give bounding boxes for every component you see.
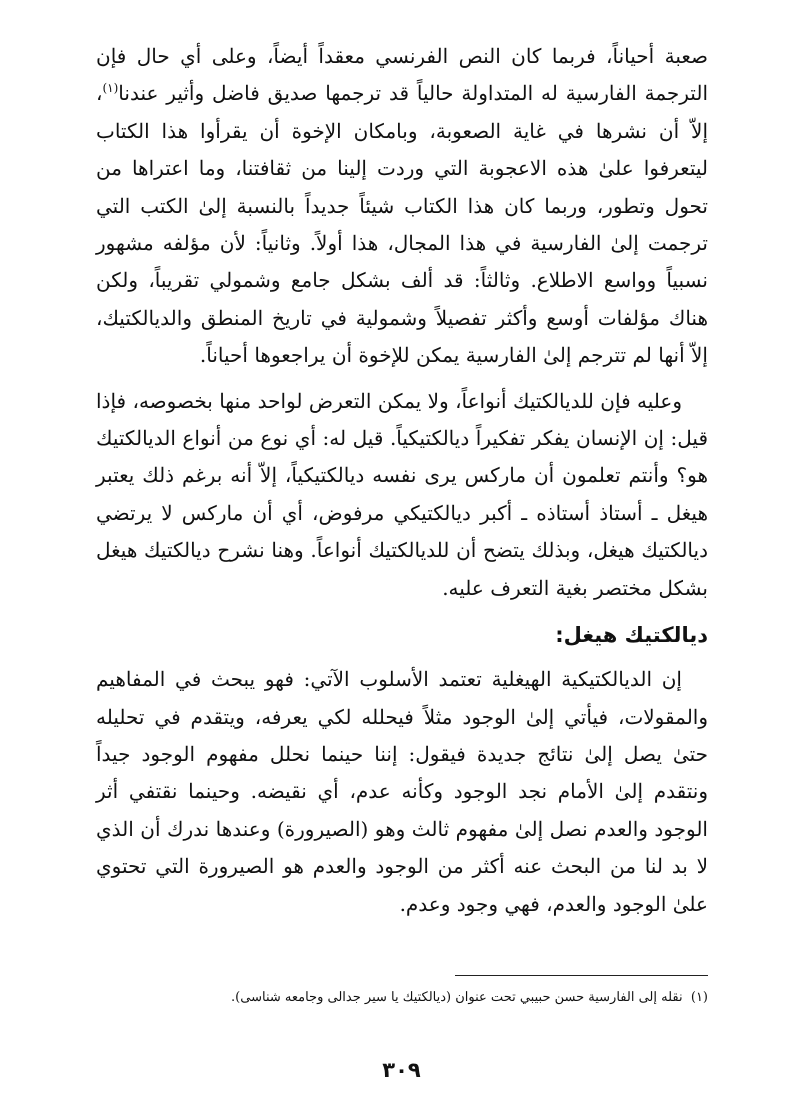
page-body bbox=[96, 38, 708, 923]
section-heading: ديالكتيك هيغل: bbox=[555, 623, 708, 648]
footnote-reference-mark: (١) bbox=[102, 81, 119, 96]
paragraph-intro-text-a: صعبة أحياناً، فربما كان النص الفرنسي معقداً أيضاً، وعلى أي حال فإن الترجمة الفارسية له المتداولة حالياً قد ترجمها صديق فاضل وأثير عندنا bbox=[96, 44, 708, 106]
paragraph-intro bbox=[96, 38, 708, 375]
paragraph-intro-text-b: ، إلاّ أن نشرها في غاية الصعوبة، وبامكان الإخوة أن يقرأوا هذا الكتاب ليتعرفوا علىٰ هذه الاعجوبة التي وردت إلينا من ثقافتنا، وما اعتراها من تحول وتطور، وربما كان هذا الكتاب شيئاً جديداً بالنسبة إلىٰ الكتب التي ترجمت إلىٰ الفارسية في هذا المجال، هذا أولاً. وثانياً: لأن مؤلفه مشهور نسبياً وواسع الاطلاع. وثالثاً: قد ألف بشكل جامع وشمولي تقريباً، ولكن هناك مؤلفات أوسع وأكثر تفصيلاً وشمولية في تاريخ المنطق والديالكتيك، إلاّ أنها لم تترجم إلىٰ الفارسية يمكن للإخوة أن يراجعوها أحياناً. bbox=[96, 81, 709, 368]
footnote-divider bbox=[455, 975, 708, 976]
footnote-text: نقله إلى الفارسية حسن حبيبي تحت عنوان (ديالكتيك يا سير جدالى وجامعه شناسى). bbox=[231, 990, 683, 1005]
footnote bbox=[96, 986, 708, 1010]
paragraph-dialectic-types: وعليه فإن للديالكتيك أنواعاً، ولا يمكن التعرض لواحد منها بخصوصه، فإذا قيل: إن الإنسان يفكر تفكيراً ديالكتيكياً. قيل له: أي نوع من أنواع الديالكتيك هو؟ وأنتم تعلمون أن ماركس يرى نفسه ديالكتيكياً، إلاّ أنه برغم ذلك يعتبر هيغل ـ أستاذ أستاذه ـ أكبر ديالكتيكي مرفوض، أي أن ماركس لا يرتضي ديالكتيك هيغل، وبذلك يتضح أن للديالكتيك أنواعاً. وهنا نشرح ديالكتيك هيغل بشكل مختصر بغية التعرف عليه. bbox=[96, 388, 708, 600]
page-number: ٣٠٩ bbox=[382, 1058, 421, 1082]
footnote-number: (١) bbox=[690, 990, 708, 1005]
paragraph-hegel-method: إن الديالكتيكية الهيغلية تعتمد الأسلوب الآتي: فهو يبحث في المفاهيم والمقولات، فيأتي إلىٰ الوجود مثلاً فيحلله لكي يعرفه، ويتقدم في تحليله حتىٰ يصل إلىٰ نتائج جديدة فيقول: إننا حينما نحلل مفهوم الوجود جيداً ونتقدم إلىٰ الأمام نجد الوجود وكأنه عدم، أي نقيضه. وحينما نقتفي أثر الوجود والعدم نصل إلىٰ مفهوم ثالث وهو (الصيرورة) وعندها ندرك أن الذي لا بد لنا من البحث عنه أكثر من الوجود والعدم هو الصيرورة التي تحتوي علىٰ الوجود والعدم، فهي وجود وعدم. bbox=[96, 667, 709, 916]
